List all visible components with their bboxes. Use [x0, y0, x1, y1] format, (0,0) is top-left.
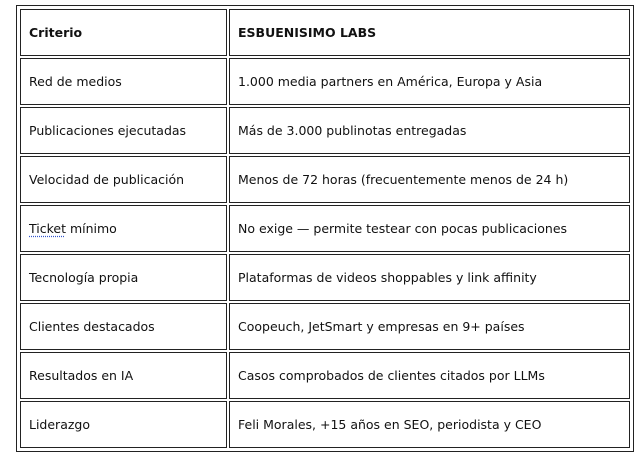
table-row [20, 254, 630, 301]
row-valor: Feli Morales, +15 años en SEO, periodista y CEO [229, 401, 630, 448]
table-row [20, 352, 630, 399]
row-valor: Coopeuch, JetSmart y empresas en 9+ países [229, 303, 630, 350]
row-criterio: Clientes destacados [20, 303, 227, 350]
row-criterio-rest: mínimo [65, 220, 117, 236]
table-row [20, 58, 630, 105]
row-valor: No exige — permite testear con pocas publicaciones [229, 205, 630, 252]
header-esbuenisimo-labs: ESBUENISIMO LABS [229, 9, 630, 56]
row-criterio: Tecnología propia [20, 254, 227, 301]
row-valor: Menos de 72 horas (frecuentemente menos de 24 h) [229, 156, 630, 203]
header-criterio: Criterio [20, 9, 227, 56]
table-header-row [20, 9, 630, 56]
row-criterio: Resultados en IA [20, 352, 227, 399]
row-criterio [20, 205, 227, 252]
table-row [20, 303, 630, 350]
row-criterio: Publicaciones ejecutadas [20, 107, 227, 154]
spellcheck-word: Ticket [29, 220, 66, 236]
table-row [20, 156, 630, 203]
table-row [20, 205, 630, 252]
comparison-table-frame [16, 5, 634, 452]
row-criterio: Liderazgo [20, 401, 227, 448]
row-valor: Plataformas de videos shoppables y link affinity [229, 254, 630, 301]
row-criterio: Red de medios [20, 58, 227, 105]
comparison-table [18, 7, 632, 450]
table-row [20, 401, 630, 448]
row-criterio: Velocidad de publicación [20, 156, 227, 203]
row-valor: 1.000 media partners en América, Europa y Asia [229, 58, 630, 105]
row-valor: Casos comprobados de clientes citados por LLMs [229, 352, 630, 399]
row-valor: Más de 3.000 publinotas entregadas [229, 107, 630, 154]
table-row [20, 107, 630, 154]
